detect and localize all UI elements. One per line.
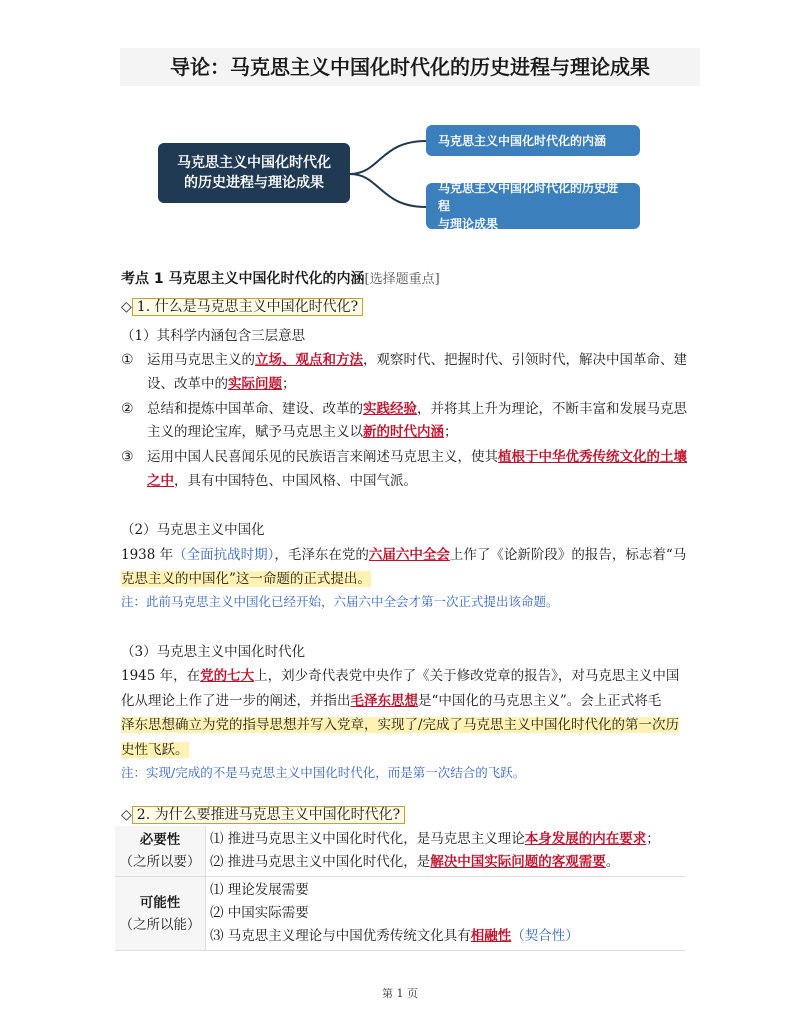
text: 。 (605, 854, 620, 870)
list-item-cont (147, 420, 458, 440)
text: ⑵ 推进马克思主义中国化时代化，是 (210, 854, 431, 870)
annotation: （全面抗战时期） (173, 547, 275, 563)
subheading: （3）马克思主义中国化时代化 (121, 644, 306, 660)
list-item (121, 397, 687, 417)
highlight: 实际问题 (228, 376, 282, 392)
mindmap-child-node (426, 125, 640, 156)
text: 主义的理论宝库，赋予马克思主义以 (147, 424, 363, 440)
text: 是“中国化的马克思主义”。会上正式将毛 (418, 693, 662, 709)
key-sub: （之所以能） (119, 916, 201, 933)
text: 泽东思想确立为党的指导思想并写入党章，实现了/完成了马克思主义中国化时代化的第一次历 (121, 717, 680, 733)
annotation: （契合性） (511, 928, 579, 944)
table-key (115, 877, 206, 951)
question-1 (121, 296, 363, 316)
mindmap-child-label: 马克思主义中国化时代化的内涵 (438, 133, 607, 148)
value-line: ⑵ 中国实际需要 (210, 905, 309, 921)
section-tag: [选择题重点] (364, 272, 440, 287)
subheading: （1）其科学内涵包含三层意思 (121, 328, 306, 344)
page-title: 导论：马克思主义中国化时代化的历史进程与理论成果 (120, 48, 700, 86)
section-heading (121, 268, 440, 288)
highlight: 解决中国实际问题的客观需要 (430, 854, 606, 870)
text: 1938 年 (121, 547, 174, 563)
text: ⑴ 推进马克思主义中国化时代化，是马克思主义理论 (210, 831, 525, 847)
text: ； (646, 831, 660, 847)
text: 克思主义的中国化”这一命题的正式提出。 (121, 571, 371, 587)
reasons-table (115, 826, 685, 951)
highlight: 毛泽东思想 (350, 693, 418, 709)
text: ⑶ 马克思主义理论与中国优秀传统文化具有 (210, 928, 471, 944)
list-item-cont (147, 469, 417, 489)
question-2 (121, 804, 405, 824)
question-text: 1. 什么是马克思主义中国化时代化? (132, 298, 363, 316)
text: ，观察时代、把握时代、引领时代，解决中国革命、建 (363, 352, 687, 368)
text: 总结和提炼中国革命、建设、改革的 (147, 401, 363, 417)
list-item (121, 445, 687, 465)
mindmap-child-line: 马克思主义中国化时代化的历史进程 (438, 181, 619, 213)
value-line (210, 925, 681, 948)
highlight: 之中 (147, 473, 174, 489)
text: 史性飞跃。 (121, 742, 189, 758)
note: 注：此前马克思主义中国化已经开始，六届六中全会才第一次正式提出该命题。 (121, 594, 559, 609)
paragraph-line (121, 567, 371, 587)
text: ，毛泽东在党的 (274, 547, 369, 563)
value-line: ⑴ 理论发展需要 (210, 882, 309, 898)
key-label: 必要性 (139, 832, 181, 848)
text: 运用马克思主义的 (147, 352, 255, 368)
key-label: 可能性 (139, 894, 181, 911)
list-item (121, 348, 687, 368)
item-number: ① (121, 352, 134, 368)
mindmap-child-node (426, 183, 640, 229)
text: 1945 年，在 (121, 668, 201, 684)
key-sub: （之所以要） (119, 854, 201, 870)
item-number: ② (121, 401, 134, 417)
highlight: 植根于中华优秀传统文化的土壤 (498, 449, 687, 465)
text: ，具有中国特色、中国风格、中国气派。 (174, 473, 417, 489)
text: 设、改革中的 (147, 376, 228, 392)
highlight: 本身发展的内在要求 (524, 831, 647, 847)
section-label: 考点 1 马克思主义中国化时代化的内涵 (121, 271, 365, 287)
diamond-icon: ◇ (121, 299, 132, 315)
item-number: ③ (121, 449, 134, 465)
mindmap-connector (350, 130, 430, 220)
diamond-icon: ◇ (121, 807, 132, 823)
table-row (115, 877, 685, 951)
highlight: 立场、观点和方法 (255, 352, 363, 368)
highlight: 实践经验 (363, 401, 417, 417)
mindmap-root-line: 的历史进程与理论成果 (184, 175, 324, 191)
value-line (210, 851, 681, 874)
text: 上作了《论新阶段》的报告，标志着“马 (449, 547, 687, 563)
paragraph-line (121, 713, 679, 733)
paragraph-line (121, 664, 679, 684)
text: 上，刘少奇代表党中央作了《关于修改党章的报告》，对马克思主义中国 (254, 668, 680, 684)
paragraph-line (121, 543, 686, 563)
text: 化从理论上作了进一步的阐述，并指出 (121, 693, 351, 709)
paragraph-line (121, 738, 189, 758)
table-value (206, 877, 686, 951)
text: 运用中国人民喜闻乐见的民族语言来阐述马克思主义，使其 (147, 449, 498, 465)
table-row (115, 826, 685, 877)
page-number: 第 1 页 (382, 987, 418, 1000)
list-item-cont (147, 372, 296, 392)
value-line (210, 828, 681, 851)
mindmap-root-node (158, 143, 350, 203)
mindmap-root-line: 马克思主义中国化时代化 (177, 155, 331, 171)
text: ； (444, 424, 458, 440)
text: ； (282, 376, 296, 392)
highlight: 党的七大 (200, 668, 255, 684)
subheading: （2）马克思主义中国化 (121, 522, 265, 538)
highlight: 六届六中全会 (368, 547, 450, 563)
highlight: 新的时代内涵 (363, 424, 444, 440)
table-value (206, 826, 686, 877)
note: 注：实现/完成的不是马克思主义中国化时代化，而是第一次结合的飞跃。 (121, 765, 526, 780)
mindmap-child-line: 与理论成果 (438, 217, 499, 231)
highlight: 相融性 (470, 928, 512, 944)
table-key (115, 826, 206, 877)
question-text: 2. 为什么要推进马克思主义中国化时代化? (132, 806, 405, 824)
text: ，并将其上升为理论，不断丰富和发展马克思 (417, 401, 687, 417)
paragraph-line (121, 689, 661, 709)
